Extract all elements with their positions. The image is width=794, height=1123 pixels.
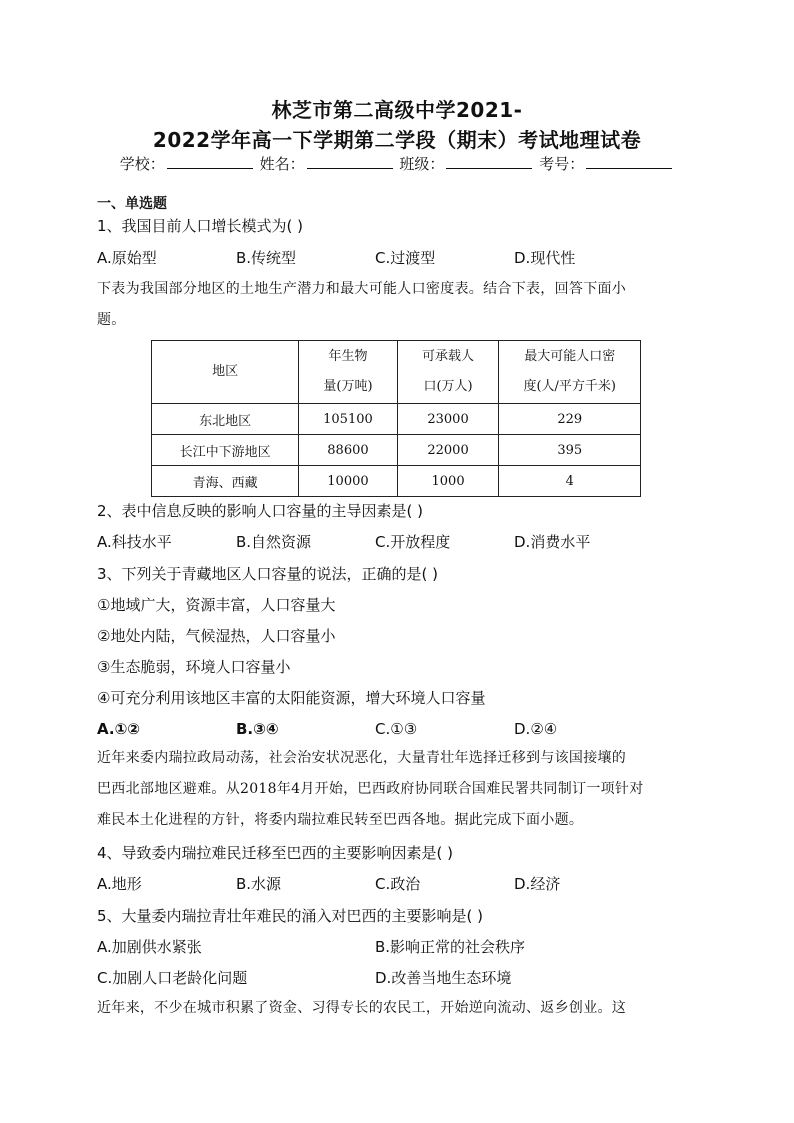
table-cell: 东北地区 [152, 404, 299, 435]
table-row [152, 404, 641, 435]
q4-option-a[interactable]: A.地形 [97, 875, 142, 893]
q3-statement-2: ②地处内陆，气候湿热，人口容量小 [97, 627, 336, 645]
q3-option-c[interactable]: C.①③ [375, 720, 418, 738]
q5-option-d[interactable]: D.改善当地生态环境 [375, 969, 512, 987]
q3-option-d[interactable]: D.②④ [514, 720, 558, 738]
table-cell: 23000 [397, 404, 499, 435]
school-label: 学校： [119, 155, 165, 173]
table-header-text: 地区 [212, 364, 239, 379]
table-cell: 105100 [299, 404, 397, 435]
exam-title-line2: 2022学年高一下学期第二学段（期末）考试地理试卷 [152, 128, 642, 152]
section-heading: 一、单选题 [97, 196, 167, 212]
q3-option-a[interactable]: A.①② [97, 720, 140, 738]
table-row [152, 435, 641, 466]
population-table [151, 340, 641, 497]
table-cell: 10000 [299, 466, 397, 497]
q2-option-b[interactable]: B.自然资源 [236, 533, 312, 551]
question-5-options-row-2 [97, 968, 703, 988]
question-4-stem: 4、导致委内瑞拉难民迁移至巴西的主要影响因素是( ) [97, 844, 454, 862]
q2-option-a[interactable]: A.科技水平 [97, 533, 172, 551]
class-label: 班级： [399, 155, 445, 173]
table-cell: 长江中下游地区 [152, 435, 299, 466]
q5-option-a[interactable]: A.加剧供水紧张 [97, 938, 202, 956]
question-5-options-row-1 [97, 937, 703, 957]
table-cell: 青海、西藏 [152, 466, 299, 497]
table-header-region [152, 341, 299, 404]
q2-option-c[interactable]: C.开放程度 [375, 533, 451, 551]
table-cell: 229 [499, 404, 641, 435]
intro-2-line-2: 巴西北部地区避难。从2018年4月开始，巴西政府协同联合国难民署共同制订一项针对 [97, 781, 644, 797]
question-5-stem: 5、大量委内瑞拉青壮年难民的涌入对巴西的主要影响是( ) [97, 907, 484, 925]
student-info-row [0, 154, 794, 174]
q5-option-b[interactable]: B.影响正常的社会秩序 [375, 938, 526, 956]
table-header-text: 度(人/平方千米) [523, 379, 616, 394]
table-header-density [499, 341, 641, 404]
table-header-text: 量(万吨) [323, 379, 373, 394]
q1-option-b[interactable]: B.传统型 [236, 249, 297, 267]
q5-option-c[interactable]: C.加剧人口老龄化问题 [97, 969, 248, 987]
q3-statement-1: ①地域广大，资源丰富，人口容量大 [97, 596, 336, 614]
intro-2-line-1: 近年来委内瑞拉政局动荡，社会治安状况恶化，大量青壮年选择迁移到与该国接壤的 [97, 750, 627, 766]
intro-passage-2 [97, 743, 701, 836]
question-3-options [97, 719, 703, 739]
q3-statement-3: ③生态脆弱，环境人口容量小 [97, 658, 291, 676]
exam-number-blank[interactable] [586, 154, 672, 169]
q3-statement-4: ④可充分利用该地区丰富的太阳能资源，增大环境人口容量 [97, 689, 486, 707]
q4-option-b[interactable]: B.水源 [236, 875, 282, 893]
question-1-stem: 1、我国目前人口增长模式为( ) [97, 217, 304, 235]
q3-option-b[interactable]: B.③④ [236, 720, 279, 738]
school-blank[interactable] [167, 154, 253, 169]
intro-3-line-1: 近年来，不少在城市积累了资金、习得专长的农民工，开始逆向流动、返乡创业。这 [97, 1000, 627, 1016]
table-cell: 4 [499, 466, 641, 497]
intro-1-line-1: 下表为我国部分地区的土地生产潜力和最大可能人口密度表。结合下表，回答下面小 [97, 281, 627, 297]
name-label: 姓名： [259, 155, 305, 173]
table-cell: 395 [499, 435, 641, 466]
q1-option-c[interactable]: C.过渡型 [375, 249, 436, 267]
question-2-stem: 2、表中信息反映的影响人口容量的主导因素是( ) [97, 502, 424, 520]
q4-option-c[interactable]: C.政治 [375, 875, 421, 893]
table-header-row [152, 341, 641, 404]
table-header-text: 年生物 [328, 349, 368, 364]
q1-option-a[interactable]: A.原始型 [97, 249, 157, 267]
name-blank[interactable] [307, 154, 393, 169]
intro-passage-1 [97, 274, 701, 336]
intro-1-line-2: 题。 [97, 312, 126, 328]
q2-option-d[interactable]: D.消费水平 [514, 533, 591, 551]
question-1-options [97, 248, 703, 268]
exam-title-line1: 林芝市第二高级中学2021- [271, 98, 523, 122]
q1-option-d[interactable]: D.现代性 [514, 249, 576, 267]
table-header-text: 口(万人) [423, 379, 473, 394]
class-blank[interactable] [446, 154, 532, 169]
table-cell: 88600 [299, 435, 397, 466]
intro-passage-3 [97, 993, 701, 1024]
table-cell: 22000 [397, 435, 499, 466]
question-2-options [97, 532, 703, 552]
intro-2-line-3: 难民本土化进程的方针，将委内瑞拉难民转至巴西各地。据此完成下面小题。 [97, 812, 584, 828]
table-row [152, 466, 641, 497]
table-header-text: 可承载人 [422, 349, 475, 364]
question-4-options [97, 874, 703, 894]
table-header-capacity [397, 341, 499, 404]
table-cell: 1000 [397, 466, 499, 497]
q4-option-d[interactable]: D.经济 [514, 875, 561, 893]
question-3-stem: 3、下列关于青藏地区人口容量的说法，正确的是( ) [97, 565, 439, 583]
table-header-biomass [299, 341, 397, 404]
exam-number-label: 考号： [539, 155, 585, 173]
table-header-text: 最大可能人口密 [524, 349, 616, 364]
